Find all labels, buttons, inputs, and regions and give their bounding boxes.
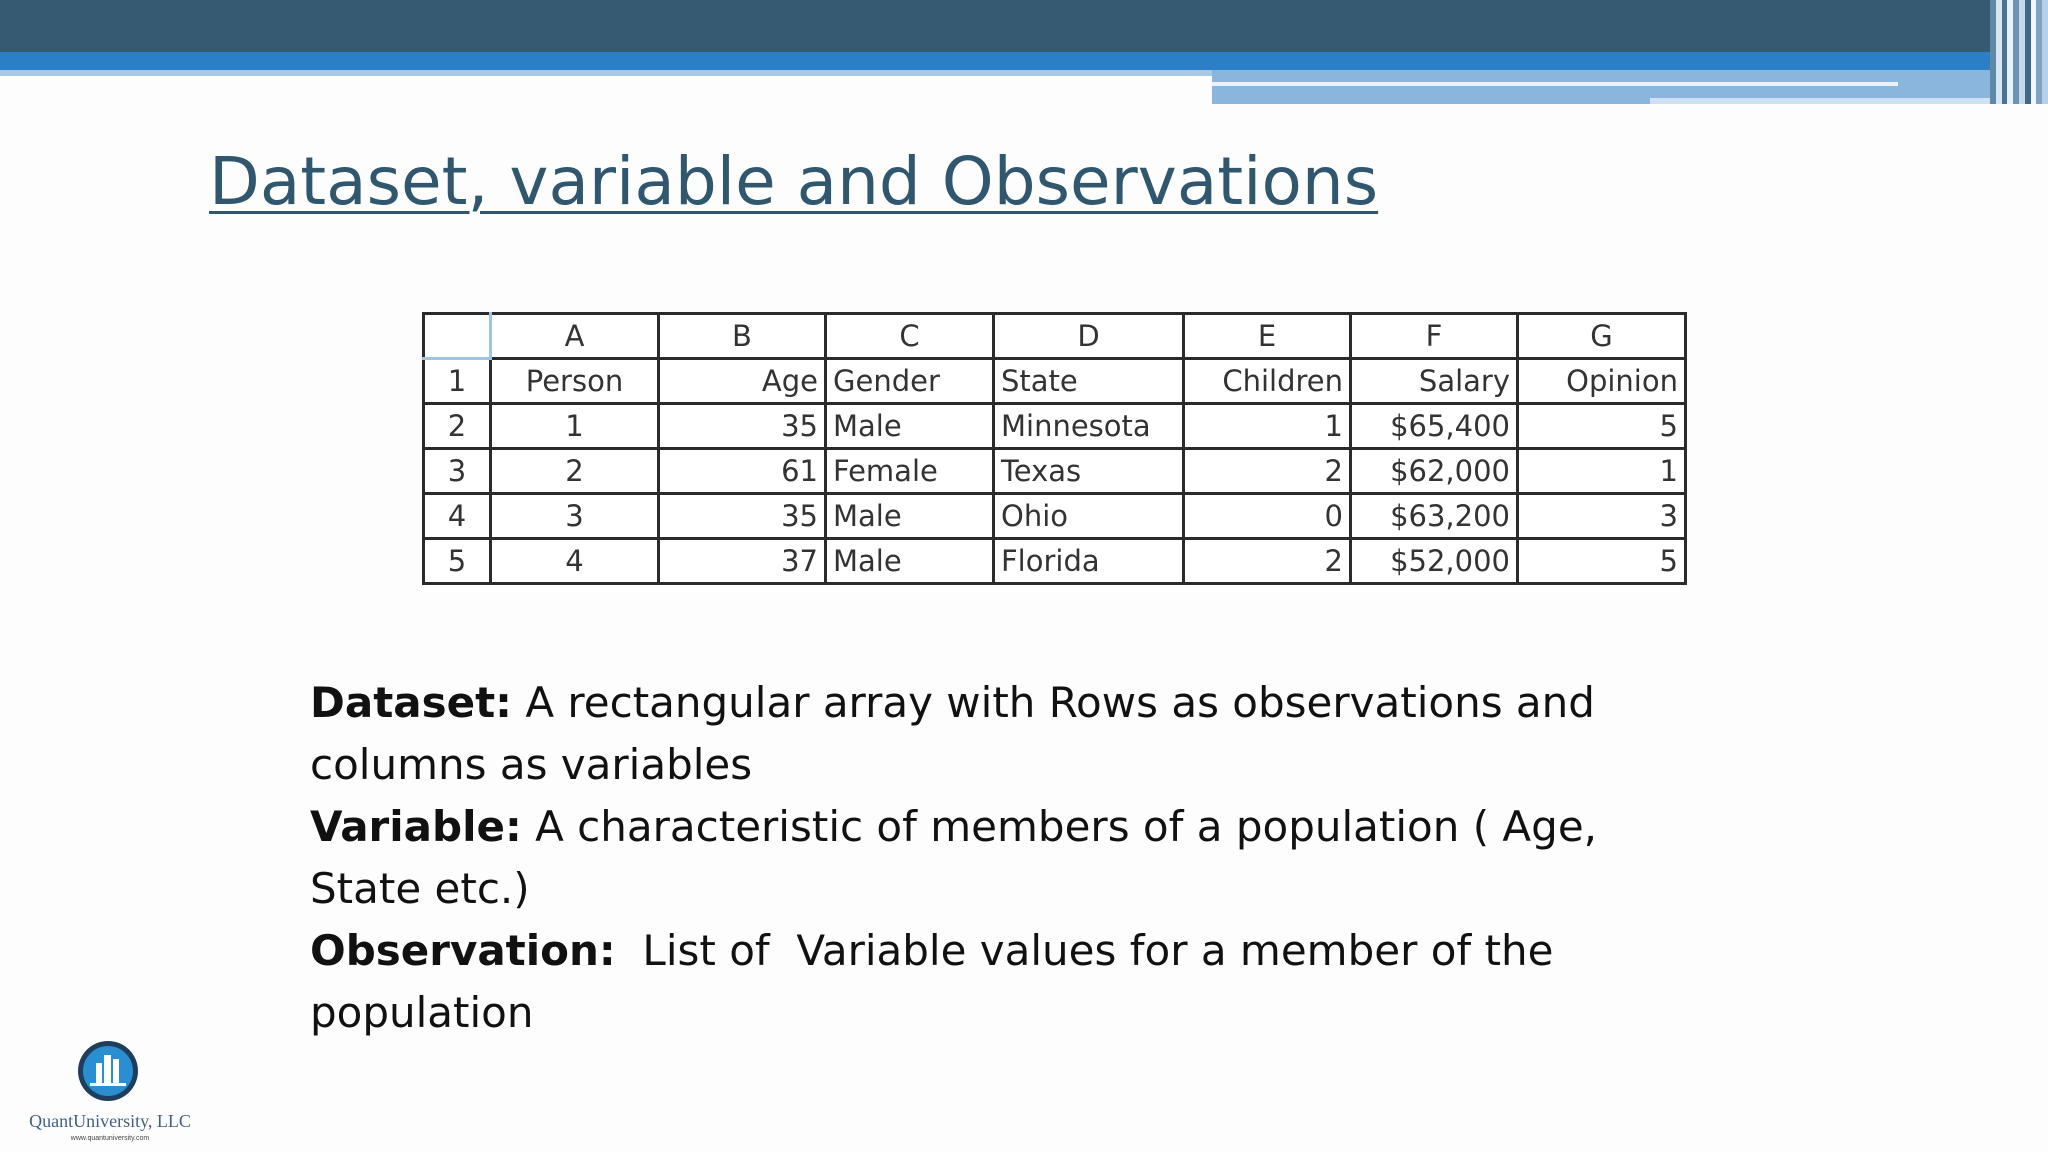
definition-term: Variable: xyxy=(310,802,522,851)
header-cell: Person xyxy=(491,359,659,404)
header-cell: Opinion xyxy=(1518,359,1686,404)
salary-cell: $65,400 xyxy=(1351,404,1518,449)
top-banner-highlight-line xyxy=(1212,82,1898,86)
gender-cell: Female xyxy=(826,449,994,494)
state-cell: Minnesota xyxy=(994,404,1184,449)
header-cell: Children xyxy=(1184,359,1351,404)
top-right-edge-stripes xyxy=(1990,0,2048,104)
opinion-cell: 3 xyxy=(1518,494,1686,539)
age-cell: 35 xyxy=(659,494,826,539)
children-cell: 2 xyxy=(1184,449,1351,494)
person-cell: 1 xyxy=(491,404,659,449)
column-letter-row xyxy=(424,314,1686,359)
definition-text: List of Variable values for a member of the population xyxy=(310,926,1567,1037)
logo-building-icon xyxy=(76,1039,140,1103)
definition-text: A characteristic of members of a population ( Age, State etc.) xyxy=(310,802,1598,913)
logo-url: www.quantuniversity.com xyxy=(70,1135,150,1142)
age-cell: 37 xyxy=(659,539,826,584)
children-cell: 1 xyxy=(1184,404,1351,449)
children-cell: 2 xyxy=(1184,539,1351,584)
table-row xyxy=(424,449,1686,494)
definitions-body xyxy=(310,672,1710,1044)
top-banner-light-left xyxy=(0,70,1212,76)
column-letter: B xyxy=(659,314,826,359)
opinion-cell: 5 xyxy=(1518,404,1686,449)
age-cell: 61 xyxy=(659,449,826,494)
spreadsheet-image xyxy=(422,312,1690,590)
header-row xyxy=(424,359,1686,404)
salary-cell: $62,000 xyxy=(1351,449,1518,494)
opinion-cell: 1 xyxy=(1518,449,1686,494)
spreadsheet-table xyxy=(422,312,1687,585)
top-banner-pale-strip xyxy=(1650,98,2048,104)
definition-text: A rectangular array with Rows as observations and columns as variables xyxy=(310,678,1595,789)
salary-cell: $52,000 xyxy=(1351,539,1518,584)
logo-company-name: QuantUniversity, LLC xyxy=(29,1111,191,1131)
row-number: 1 xyxy=(424,359,491,404)
person-cell: 4 xyxy=(491,539,659,584)
top-banner-blue xyxy=(0,52,2048,70)
children-cell: 0 xyxy=(1184,494,1351,539)
column-letter: D xyxy=(994,314,1184,359)
opinion-cell: 5 xyxy=(1518,539,1686,584)
column-letter: E xyxy=(1184,314,1351,359)
row-number: 5 xyxy=(424,539,491,584)
person-cell: 2 xyxy=(491,449,659,494)
header-cell: Gender xyxy=(826,359,994,404)
gender-cell: Male xyxy=(826,494,994,539)
gender-cell: Male xyxy=(826,404,994,449)
column-letter: G xyxy=(1518,314,1686,359)
person-cell: 3 xyxy=(491,494,659,539)
state-cell: Ohio xyxy=(994,494,1184,539)
table-row xyxy=(424,539,1686,584)
table-row xyxy=(424,404,1686,449)
row-number: 3 xyxy=(424,449,491,494)
header-cell: State xyxy=(994,359,1184,404)
definition-variable xyxy=(310,796,1710,920)
column-letter: C xyxy=(826,314,994,359)
definition-term: Observation: xyxy=(310,926,616,975)
table-row xyxy=(424,494,1686,539)
header-cell: Salary xyxy=(1351,359,1518,404)
state-cell: Florida xyxy=(994,539,1184,584)
row-number: 2 xyxy=(424,404,491,449)
salary-cell: $63,200 xyxy=(1351,494,1518,539)
definition-observation xyxy=(310,920,1710,1044)
definition-dataset xyxy=(310,672,1710,796)
top-banner-dark xyxy=(0,0,2048,52)
header-cell: Age xyxy=(659,359,826,404)
company-logo xyxy=(18,1036,202,1148)
slide-title: Dataset, variable and Observations xyxy=(209,143,1379,220)
column-letter: F xyxy=(1351,314,1518,359)
age-cell: 35 xyxy=(659,404,826,449)
state-cell: Texas xyxy=(994,449,1184,494)
gender-cell: Male xyxy=(826,539,994,584)
row-number: 4 xyxy=(424,494,491,539)
column-letter: A xyxy=(491,314,659,359)
corner-cell xyxy=(424,314,491,359)
definition-term: Dataset: xyxy=(310,678,512,727)
